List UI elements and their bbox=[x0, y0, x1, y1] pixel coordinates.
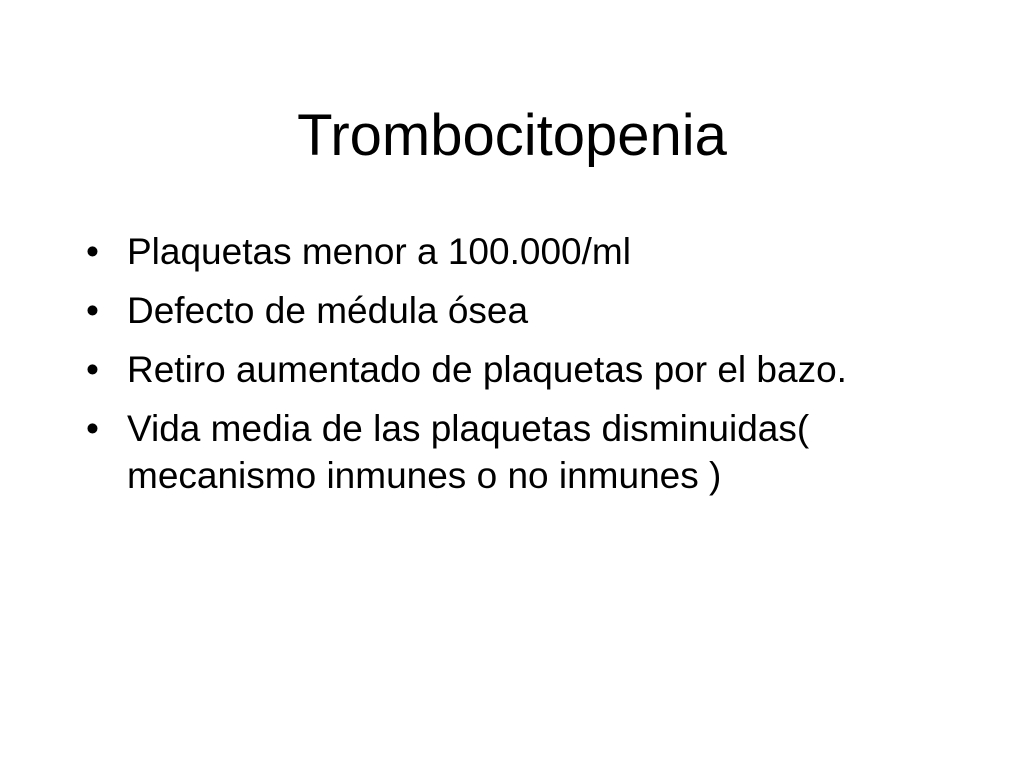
bullet-text: Defecto de médula ósea bbox=[127, 290, 529, 331]
bullet-text: Vida media de las plaquetas disminuidas( mecanismo inmunes o no inmunes ) bbox=[127, 408, 810, 496]
bullet-dot-icon: • bbox=[86, 290, 99, 331]
bullet-dot-icon: • bbox=[86, 231, 99, 272]
bullet-dot-icon: • bbox=[86, 408, 99, 449]
bullet-list bbox=[86, 228, 936, 511]
bullet-text: Retiro aumentado de plaquetas por el bazo. bbox=[127, 349, 847, 390]
bullet-item bbox=[86, 228, 936, 275]
bullet-item bbox=[86, 287, 936, 334]
bullet-item bbox=[86, 405, 936, 499]
slide-title: Trombocitopenia bbox=[297, 103, 727, 168]
bullet-dot-icon: • bbox=[86, 349, 99, 390]
bullet-text: Plaquetas menor a 100.000/ml bbox=[127, 231, 631, 272]
bullet-item bbox=[86, 346, 936, 393]
